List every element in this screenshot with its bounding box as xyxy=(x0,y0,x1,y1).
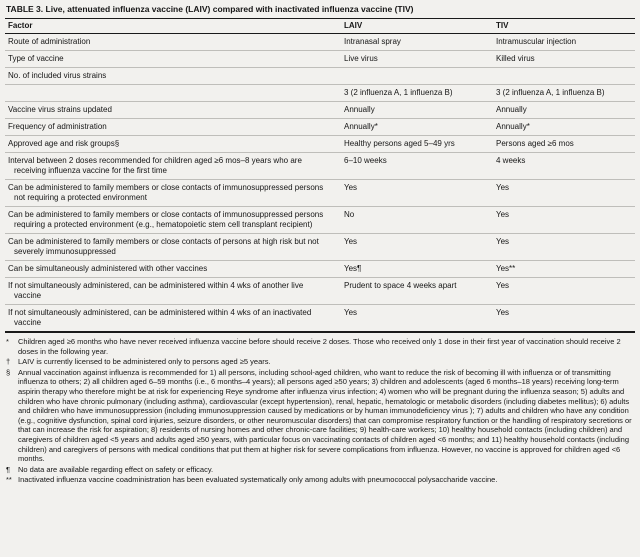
header-laiv: LAIV xyxy=(344,21,363,30)
table-row xyxy=(5,85,635,102)
table-row xyxy=(5,51,635,68)
tiv-cell: Intramuscular injection xyxy=(496,37,577,46)
factor-cell: Frequency of administration xyxy=(8,122,107,131)
comparison-table xyxy=(5,18,635,333)
header-tiv: TIV xyxy=(496,21,509,30)
laiv-cell: Intranasal spray xyxy=(344,37,401,46)
tiv-cell: Yes xyxy=(496,308,510,317)
laiv-cell: Annually xyxy=(344,105,375,114)
factor-cell: Approved age and risk groups§ xyxy=(8,139,120,148)
footnote-marker: ¶ xyxy=(6,464,11,474)
header-factor: Factor xyxy=(8,21,33,30)
table-row xyxy=(5,180,635,207)
laiv-cell: 6–10 weeks xyxy=(344,156,387,165)
footnote-marker: † xyxy=(6,357,11,367)
footnote-text: LAIV is currently licensed to be administered only to persons aged ≥5 years. xyxy=(18,357,271,367)
laiv-cell: Yes xyxy=(344,237,358,246)
tiv-cell xyxy=(493,71,635,81)
factor-cell: Can be administered to family members or close contacts of immunosuppressed persons not requiring a protected environment xyxy=(8,183,324,202)
tiv-cell: Persons aged ≥6 mos xyxy=(496,139,574,148)
laiv-cell: Live virus xyxy=(344,54,378,63)
table-row xyxy=(5,278,635,305)
tiv-cell: 4 weeks xyxy=(496,156,526,165)
factor-cell xyxy=(5,88,341,98)
tiv-cell: Yes xyxy=(496,237,510,246)
factor-cell: If not simultaneously administered, can be administered within 4 wks of an inactivated vaccine xyxy=(8,308,312,327)
laiv-cell: Prudent to space 4 weeks apart xyxy=(344,281,457,290)
tiv-cell: Yes xyxy=(496,210,510,219)
laiv-cell: Yes xyxy=(344,183,358,192)
table-row xyxy=(5,234,635,261)
footnote xyxy=(6,357,634,367)
footnote-marker: ** xyxy=(6,475,12,485)
factor-cell: Interval between 2 doses recommended for children aged ≥6 mos–8 years who are receiving influenza vaccine for the first time xyxy=(8,156,302,175)
factor-cell: Type of vaccine xyxy=(8,54,64,63)
tiv-cell: Annually xyxy=(496,105,527,114)
footnote-text: Annual vaccination against influenza is recommended for 1) all persons, including school-aged children, who want to reduce the risk of becoming ill with influenza or of transmitting influenza to others; 2) all children aged 6–59 months (i.e., 6 months–4 years); all persons aged ≥50 years; 3) children and adolescents (aged 6 months–18 years) receiving long-term aspirin therapy who therefore might be at risk for experiencing Reye syndrome after influenza virus infection; 4) women who will be pregnant during the influenza season; 5) adults and children who have chronic pulmonary (including asthma), cardiovascular (except hypertension), renal, hepatic, hematologic or metabolic disorders (including diabetes mellitus); 6) adults and children who have immunosuppression (including immunosuppression caused by medications or by human immunodeficiency virus ); 7) adults and children who have any condition (e.g., cognitive dysfunction, spinal cord injuries, seizure disorders, or other neuromuscular disorders) that can compromise respiratory function or the handling of respiratory secretions or that can increase the risk for aspiration; 8) residents of nursing homes and other chronic-care facilities; 9) health-care workers; 10) healthy household contacts (including children) and caregivers of children aged <5 years and adults aged ≥50 years, with particular focus on vaccinating contacts of children aged <6 months; and 11) healthy household contacts (including children) and caregivers of persons with medical conditions that put them at higher risk for severe complications from influenza. However, no vaccine is approved for children aged <6 months. xyxy=(18,367,632,464)
tiv-cell: Annually* xyxy=(496,122,530,131)
factor-cell: If not simultaneously administered, can be administered within 4 wks of another live vaccine xyxy=(8,281,304,300)
table-row xyxy=(5,68,635,85)
table-row xyxy=(5,34,635,51)
table-row xyxy=(5,305,635,331)
laiv-cell xyxy=(341,71,493,81)
tiv-cell: Yes xyxy=(496,281,510,290)
footnote xyxy=(6,368,634,464)
tiv-cell: Yes** xyxy=(496,264,516,273)
factor-cell: Can be simultaneously administered with other vaccines xyxy=(8,264,208,273)
table-row xyxy=(5,119,635,136)
factor-cell: Can be administered to family members or close contacts of persons at high risk but not severely immunosuppressed xyxy=(8,237,319,256)
tiv-cell: Killed virus xyxy=(496,54,535,63)
table-row xyxy=(5,261,635,278)
table-header-row xyxy=(5,19,635,34)
table-row xyxy=(5,153,635,180)
laiv-cell: No xyxy=(344,210,355,219)
table-row xyxy=(5,136,635,153)
footnote xyxy=(6,465,634,475)
footnote-marker: * xyxy=(6,337,9,346)
factor-cell: Can be administered to family members or close contacts of immunosuppressed persons requiring a protected environment (e.g., hematopoietic stem cell transplant recipient) xyxy=(8,210,324,229)
table-title: TABLE 3. Live, attenuated influenza vaccine (LAIV) compared with inactivated influenza vaccine (TIV) xyxy=(6,4,414,14)
laiv-cell: 3 (2 influenza A, 1 influenza B) xyxy=(344,88,453,97)
footnote xyxy=(6,475,634,485)
table-row xyxy=(5,102,635,119)
footnote-text: No data are available regarding effect on safety or efficacy. xyxy=(18,464,214,474)
factor-cell: No. of included virus strains xyxy=(8,71,107,80)
footnote-marker: § xyxy=(6,367,11,377)
tiv-cell: 3 (2 influenza A, 1 influenza B) xyxy=(496,88,605,97)
footnote xyxy=(6,337,634,356)
laiv-cell: Annually* xyxy=(344,122,378,131)
laiv-cell: Yes xyxy=(344,308,358,317)
factor-cell: Vaccine virus strains updated xyxy=(8,105,112,114)
footnotes-section xyxy=(5,333,635,485)
laiv-cell: Yes¶ xyxy=(344,264,362,273)
footnote-text: Children aged ≥6 months who have never received influenza vaccine before should receive 2 doses. Those who received only 1 dose in their first year of vaccination should receive 2 doses in the following year. xyxy=(18,337,621,356)
footnote-text: Inactivated influenza vaccine coadministration has been evaluated systematically only among adults with pneumococcal polysaccharide vaccine. xyxy=(18,475,498,485)
laiv-cell: Healthy persons aged 5–49 yrs xyxy=(344,139,455,148)
table-row xyxy=(5,207,635,234)
factor-cell: Route of administration xyxy=(8,37,91,46)
tiv-cell: Yes xyxy=(496,183,510,192)
